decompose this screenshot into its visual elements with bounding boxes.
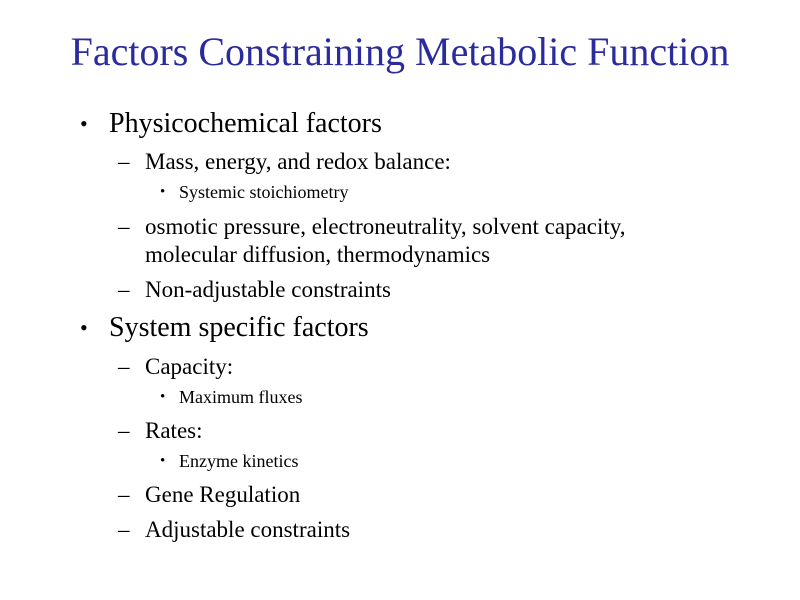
- bullet-item-physicochemical-factors: [80, 108, 382, 140]
- slide-title: Factors Constraining Metabolic Function: [70, 29, 730, 74]
- dash-marker: –: [118, 149, 130, 174]
- bullet-marker: •: [160, 389, 166, 405]
- dash-marker: –: [118, 277, 130, 302]
- sub-item-text: osmotic pressure, electroneutrality, solvent capacity,: [145, 214, 626, 239]
- sub-sub-item-maximum-fluxes: [160, 386, 303, 408]
- sub-item-text: Gene Regulation: [145, 482, 301, 507]
- dash-marker: –: [118, 418, 130, 443]
- sub-item-text: Adjustable constraints: [145, 517, 351, 542]
- sub-sub-item-text: Enzyme kinetics: [179, 451, 299, 471]
- sub-item-text: Capacity:: [145, 354, 234, 379]
- sub-item-text: Mass, energy, and redox balance:: [145, 149, 451, 174]
- sub-item-non-adjustable-constraints: [118, 276, 391, 304]
- bullet-item-system-specific-factors: [80, 312, 369, 344]
- sub-item-osmotic-pressure: [118, 213, 625, 269]
- sub-sub-item-text: Systemic stoichiometry: [179, 182, 349, 202]
- sub-item-adjustable-constraints: [118, 516, 350, 544]
- bullet-marker: •: [160, 453, 166, 469]
- dash-marker: –: [118, 214, 130, 239]
- sub-item-capacity: [118, 353, 233, 381]
- sub-item-text: Rates:: [145, 418, 203, 443]
- bullet-marker: •: [160, 184, 166, 200]
- sub-item-text: Non-adjustable constraints: [145, 277, 391, 302]
- sub-item-text-continuation: molecular diffusion, thermodynamics: [145, 242, 491, 267]
- dash-marker: –: [118, 354, 130, 379]
- bullet-marker: •: [80, 315, 88, 340]
- dash-marker: –: [118, 517, 130, 542]
- sub-sub-item-systemic-stoichiometry: [160, 181, 348, 203]
- sub-sub-item-enzyme-kinetics: [160, 450, 298, 472]
- bullet-text: Physicochemical factors: [109, 108, 382, 139]
- bullet-marker: •: [80, 111, 88, 136]
- dash-marker: –: [118, 482, 130, 507]
- sub-sub-item-text: Maximum fluxes: [179, 387, 303, 407]
- sub-item-rates: [118, 417, 203, 445]
- sub-item-mass-energy-redox: [118, 148, 451, 176]
- bullet-text: System specific factors: [109, 312, 369, 343]
- sub-item-gene-regulation: [118, 481, 300, 509]
